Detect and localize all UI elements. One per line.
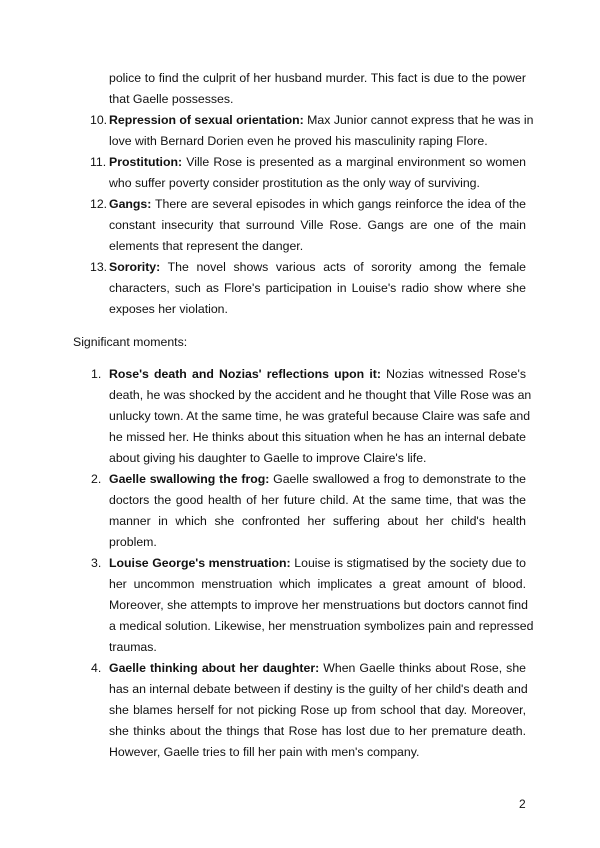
theme-term: Sorority: <box>109 260 161 274</box>
theme-number: 11. <box>90 155 107 169</box>
moment-term: Gaelle swallowing the frog: <box>109 472 270 486</box>
moment-number: 4. <box>91 661 102 675</box>
moment-term: Gaelle thinking about her daughter: <box>109 661 320 675</box>
theme-number: 10. <box>90 113 108 127</box>
theme-item-repression: Repression of sexual orientation: Max Junior cannot express that he was in love with Bernard Dorien even he proved his masculinity raping Flore. <box>109 113 534 148</box>
theme-item-gangs: Gangs: There are several episodes in which gangs reinforce the idea of the constant insecurity that surround Ville Rose. Gangs are one of the main elements that represent the danger. <box>109 197 526 253</box>
theme-number: 13. <box>90 260 108 274</box>
continued-paragraph: police to find the culprit of her husband murder. This fact is due to the power that Gaelle possesses. <box>109 71 526 106</box>
theme-term: Prostitution: <box>109 155 183 169</box>
moment-term: Louise George's menstruation: <box>109 556 291 570</box>
moment-number: 2. <box>91 472 102 486</box>
moment-item-gaelle-daughter: Gaelle thinking about her daughter: When Gaelle thinks about Rose, she has an internal debate between if destiny is the guilty of her child's death and she blames herself for not picking Rose up from school that day. Moreover, she thinks about the things that Rose has lost due to her premature death. However, Gaelle tries to fill her pain with men's company. <box>109 661 528 759</box>
moment-term: Rose's death and Nozias' reflections upon it: <box>109 367 381 381</box>
moment-number: 3. <box>91 556 102 570</box>
moment-number: 1. <box>91 367 102 381</box>
theme-number: 12. <box>90 197 108 211</box>
moment-item-rose-death: Rose's death and Nozias' reflections upon it: Nozias witnessed Rose's death, he was shocked by the accident and he thought that Ville Rose was an unlucky town. At the same time, he was grateful because Claire was safe and he missed her. He thinks about this situation when he has an internal debate about giving his daughter to Gaelle to improve Claire's life. <box>109 367 532 465</box>
section-heading: Significant moments: <box>73 335 188 349</box>
theme-term: Repression of sexual orientation: <box>109 113 304 127</box>
page-number: 2 <box>519 797 526 811</box>
theme-term: Gangs: <box>109 197 152 211</box>
theme-item-prostitution: Prostitution: Ville Rose is presented as a marginal environment so women who suffer poverty consider prostitution as the only way of surviving. <box>109 155 526 190</box>
moment-item-menstruation: Louise George's menstruation: Louise is stigmatised by the society due to her uncommon menstruation which implicates a great amount of blood. Moreover, she attempts to improve her menstruations but doctors cannot find a medical solution. Likewise, her menstruation symbolizes pain and repressed traumas. <box>109 556 534 654</box>
theme-item-sorority: Sorority: The novel shows various acts of sorority among the female characters, such as Flore's participation in Louise's radio show where she exposes her violation. <box>109 260 526 316</box>
moment-item-frog: Gaelle swallowing the frog: Gaelle swallowed a frog to demonstrate to the doctors the good health of her future child. At the same time, that was the manner in which she confronted her suffering about her child's health problem. <box>109 472 527 549</box>
